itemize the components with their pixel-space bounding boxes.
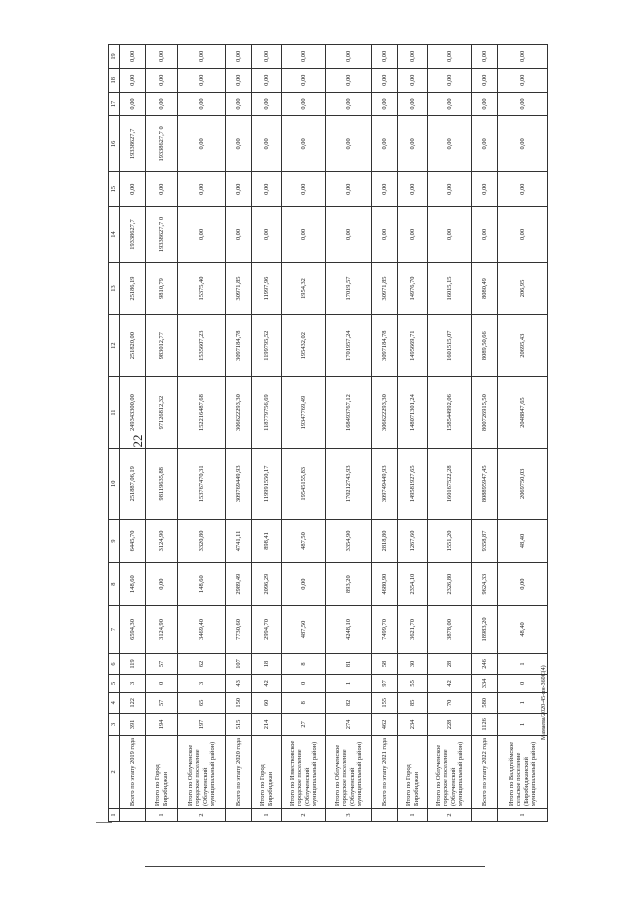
value-cell: 0,00 xyxy=(282,92,326,116)
column-header: 6 xyxy=(109,653,120,675)
value-cell: 2354,10 xyxy=(398,563,428,606)
value-cell: 28 xyxy=(428,653,472,675)
value-cell: 0 xyxy=(146,675,178,692)
value-cell: 0,00 xyxy=(146,45,178,69)
column-header: 10 xyxy=(109,448,120,519)
value-cell: 0 xyxy=(282,675,326,692)
row-number-cell: 1 xyxy=(398,809,428,822)
value-cell: 0,00 xyxy=(146,68,178,92)
value-cell: 43 xyxy=(226,675,252,692)
value-cell: 1 xyxy=(498,714,548,736)
value-cell: 0,00 xyxy=(498,206,548,262)
value-cell: 48,40 xyxy=(498,519,548,562)
value-cell: 2994,70 xyxy=(252,606,282,653)
value-cell: 3 xyxy=(178,675,226,692)
estimate-table xyxy=(108,44,548,822)
value-cell: 148,60 xyxy=(120,563,146,606)
value-cell: 2989,49 xyxy=(226,563,252,606)
value-cell: 0,00 xyxy=(428,92,472,116)
column-header: 7 xyxy=(109,606,120,653)
value-cell: 153767470,31 xyxy=(178,448,226,519)
value-cell: 1551,20 xyxy=(428,519,472,562)
value-cell: 0,00 xyxy=(282,563,326,606)
value-cell: 55 xyxy=(398,675,428,692)
value-cell: 18983,20 xyxy=(472,606,498,653)
value-cell: 0,00 xyxy=(178,68,226,92)
value-cell: 6594,30 xyxy=(120,606,146,653)
value-cell: 0,00 xyxy=(178,92,226,116)
value-cell: 14976,70 xyxy=(398,263,428,315)
value-cell: 48,40 xyxy=(498,606,548,653)
row-number-cell: 1 xyxy=(146,809,178,822)
column-header: 13 xyxy=(109,263,120,315)
value-cell: 0,00 xyxy=(398,172,428,207)
value-cell: 0,00 xyxy=(282,172,326,207)
value-cell: 0,00 xyxy=(282,206,326,262)
value-cell: 0,00 xyxy=(498,563,548,606)
rotated-table-frame xyxy=(108,44,537,822)
value-cell: 160167522,28 xyxy=(428,448,472,519)
row-number-cell xyxy=(120,809,146,822)
table-row xyxy=(398,45,428,822)
value-cell: 0,00 xyxy=(472,116,498,172)
value-cell: 0,00 xyxy=(178,116,226,172)
value-cell: 97 xyxy=(372,675,398,692)
value-cell: 1 xyxy=(326,675,372,692)
value-cell: 70 xyxy=(428,692,472,714)
value-cell: 0,00 xyxy=(472,206,498,262)
value-cell: 19347769,49 xyxy=(282,377,326,448)
value-cell: 0,00 xyxy=(498,116,548,172)
value-cell: 19338627,7 xyxy=(120,116,146,172)
value-cell: 0,00 xyxy=(398,206,428,262)
value-cell: 4680,90 xyxy=(372,563,398,606)
value-cell: 391 xyxy=(120,714,146,736)
value-cell: 306622293,30 xyxy=(372,377,398,448)
value-cell: 19338627,7 0 xyxy=(146,206,178,262)
value-cell: 0,00 xyxy=(178,45,226,69)
value-cell: 158544992,06 xyxy=(428,377,472,448)
value-cell: 515 xyxy=(226,714,252,736)
value-cell: 0,00 xyxy=(226,206,252,262)
row-name-cell: Итого по Облученское городское поселение (Облученский муниципальный район) xyxy=(326,735,372,808)
value-cell: 82 xyxy=(326,692,372,714)
value-cell: 2048847,65 xyxy=(498,377,548,448)
value-cell: 30971,85 xyxy=(372,263,398,315)
value-cell: 0,00 xyxy=(252,206,282,262)
table-row xyxy=(226,45,252,822)
value-cell: 0,00 xyxy=(120,92,146,116)
value-cell: 0,00 xyxy=(428,45,472,69)
page-number: 22 xyxy=(130,434,145,448)
value-cell: 893,20 xyxy=(326,563,372,606)
value-cell: 42 xyxy=(428,675,472,692)
value-cell: 249343300,00 xyxy=(120,377,146,448)
value-cell: 0,00 xyxy=(372,206,398,262)
column-header: 8 xyxy=(109,563,120,606)
value-cell: 118779756,69 xyxy=(252,377,282,448)
value-cell: 3878,00 xyxy=(428,606,472,653)
value-cell: 0,00 xyxy=(226,68,252,92)
row-name-cell: Итого по Город Биробиджан xyxy=(398,735,428,808)
table-row xyxy=(428,45,472,822)
value-cell: 1 xyxy=(498,653,548,675)
value-cell: 487,50 xyxy=(282,606,326,653)
value-cell: 0,00 xyxy=(372,45,398,69)
value-cell: 57 xyxy=(146,653,178,675)
value-cell: 85 xyxy=(398,692,428,714)
value-cell: 0,00 xyxy=(226,172,252,207)
value-cell: 1601515,07 xyxy=(428,314,472,377)
value-cell: 898,41 xyxy=(252,519,282,562)
value-cell: 0,00 xyxy=(398,68,428,92)
column-header: 12 xyxy=(109,314,120,377)
table-row xyxy=(282,45,326,822)
value-cell: 18 xyxy=(252,653,282,675)
value-cell: 0,00 xyxy=(498,68,548,92)
row-name-cell: Всего по этапу 2021 года xyxy=(372,735,398,808)
value-cell: 0,00 xyxy=(226,45,252,69)
row-name-cell: Итого по Известковское городское поселение (Облученский муниципальный район) xyxy=(282,735,326,808)
value-cell: 274 xyxy=(326,714,372,736)
table-row xyxy=(472,45,498,822)
value-cell: 4248,10 xyxy=(326,606,372,653)
value-cell: 149581927,65 xyxy=(398,448,428,519)
value-cell: 580 xyxy=(472,692,498,714)
table-container xyxy=(108,44,537,822)
value-cell: 0,00 xyxy=(252,92,282,116)
value-cell: 195432,02 xyxy=(282,314,326,377)
table-row xyxy=(326,45,372,822)
column-header: 19 xyxy=(109,45,120,69)
column-header: 1 xyxy=(109,809,120,822)
row-name-cell: Итого по Валдгеймское сельское поселение (Биробиджанский муниципальный район) xyxy=(498,735,548,808)
value-cell: 11997,96 xyxy=(252,263,282,315)
value-cell: 0,00 xyxy=(398,92,428,116)
value-cell: 8 xyxy=(282,692,326,714)
value-cell: 0,00 xyxy=(178,172,226,207)
value-cell: 20695,43 xyxy=(498,314,548,377)
table-row xyxy=(252,45,282,822)
value-cell: 0,00 xyxy=(472,172,498,207)
value-cell: 122 xyxy=(120,692,146,714)
column-header: 17 xyxy=(109,92,120,116)
value-cell: 3097184,78 xyxy=(226,314,252,377)
column-header: 14 xyxy=(109,206,120,262)
value-cell: 4741,11 xyxy=(226,519,252,562)
value-cell: 30 xyxy=(398,653,428,675)
value-cell: 1495669,71 xyxy=(398,314,428,377)
value-cell: 487,50 xyxy=(282,519,326,562)
value-cell: 9810,79 xyxy=(146,263,178,315)
header-row xyxy=(109,45,120,822)
value-cell: 15375,40 xyxy=(178,263,226,315)
value-cell: 2818,80 xyxy=(372,519,398,562)
value-cell: 0,00 xyxy=(498,92,548,116)
value-cell: 0,00 xyxy=(282,45,326,69)
value-cell: 148,60 xyxy=(178,563,226,606)
value-cell: 17019,57 xyxy=(326,263,372,315)
value-cell: 0,00 xyxy=(428,206,472,262)
value-cell: 148071301,24 xyxy=(398,377,428,448)
column-header: 9 xyxy=(109,519,120,562)
value-cell: 0,00 xyxy=(428,68,472,92)
value-cell: 0,00 xyxy=(326,68,372,92)
value-cell: 19545155,83 xyxy=(282,448,326,519)
column-header: 11 xyxy=(109,377,120,448)
row-name-cell: Итого по Город Биробиджан xyxy=(146,735,178,808)
value-cell: 0,00 xyxy=(428,116,472,172)
document-reference: Мамаева/2020-45-пн-360С(4) xyxy=(541,665,547,740)
value-cell: 42 xyxy=(252,675,282,692)
value-cell: 9624,33 xyxy=(472,563,498,606)
column-header: 18 xyxy=(109,68,120,92)
value-cell: 0,00 xyxy=(472,45,498,69)
value-cell: 8089,50,66 xyxy=(472,314,498,377)
row-name-cell: Итого по Облученское городское поселение (Облученский муниципальный район) xyxy=(178,735,226,808)
row-number-cell: 2 xyxy=(178,809,226,822)
value-cell: 0,00 xyxy=(226,92,252,116)
value-cell: 0,00 xyxy=(146,563,178,606)
value-cell: 983012,77 xyxy=(146,314,178,377)
value-cell: 0,00 xyxy=(472,92,498,116)
value-cell: 60 xyxy=(252,692,282,714)
value-cell: 251820,00 xyxy=(120,314,146,377)
row-name-cell: Итого по Город Биробиджан xyxy=(252,735,282,808)
value-cell: 214 xyxy=(252,714,282,736)
value-cell: 3097184,78 xyxy=(372,314,398,377)
value-cell: 9358,87 xyxy=(472,519,498,562)
value-cell: 0,00 xyxy=(326,116,372,172)
value-cell: 0,00 xyxy=(146,172,178,207)
value-cell: 98119635,88 xyxy=(146,448,178,519)
value-cell: 6445,70 xyxy=(120,519,146,562)
table-row xyxy=(146,45,178,822)
value-cell: 27 xyxy=(282,714,326,736)
value-cell: 0,00 xyxy=(472,68,498,92)
value-cell: 16015,15 xyxy=(428,263,472,315)
value-cell: 0,00 xyxy=(120,172,146,207)
row-name-cell: Всего по этапу 2020 года xyxy=(226,735,252,808)
value-cell: 58 xyxy=(372,653,398,675)
value-cell: 0,00 xyxy=(282,68,326,92)
value-cell: 19338627,7 xyxy=(120,206,146,262)
column-header: 16 xyxy=(109,116,120,172)
value-cell: 0,00 xyxy=(282,116,326,172)
value-cell: 170212743,93 xyxy=(326,448,372,519)
row-name-cell: Итого по Облученское городское поселение (Облученский муниципальный район) xyxy=(428,735,472,808)
value-cell: 3124,90 xyxy=(146,519,178,562)
value-cell: 0,00 xyxy=(428,172,472,207)
scan-mark xyxy=(96,822,112,823)
row-number-cell xyxy=(226,809,252,822)
value-cell: 1 xyxy=(498,692,548,714)
table-row xyxy=(178,45,226,822)
value-cell: 3124,90 xyxy=(146,606,178,653)
value-cell: 246 xyxy=(472,653,498,675)
value-cell: 234 xyxy=(398,714,428,736)
value-cell: 3320,80 xyxy=(178,519,226,562)
value-cell: 3469,40 xyxy=(178,606,226,653)
column-header: 2 xyxy=(109,735,120,808)
value-cell: 334 xyxy=(472,675,498,692)
value-cell: 155 xyxy=(372,692,398,714)
value-cell: 0,00 xyxy=(326,45,372,69)
value-cell: 1535607,23 xyxy=(178,314,226,377)
value-cell: 168493767,12 xyxy=(326,377,372,448)
value-cell: 1954,32 xyxy=(282,263,326,315)
column-header: 5 xyxy=(109,675,120,692)
value-cell: 8 xyxy=(282,653,326,675)
column-header: 4 xyxy=(109,692,120,714)
value-cell: 197 xyxy=(178,714,226,736)
value-cell: 25186,19 xyxy=(120,263,146,315)
row-name-cell: Всего по этапу 2022 года xyxy=(472,735,498,808)
value-cell: 3 xyxy=(120,675,146,692)
value-cell: 0,00 xyxy=(398,116,428,172)
row-number-cell xyxy=(372,809,398,822)
value-cell: 0,00 xyxy=(372,172,398,207)
value-cell: 0,00 xyxy=(326,92,372,116)
value-cell: 0,00 xyxy=(372,92,398,116)
column-header: 3 xyxy=(109,714,120,736)
value-cell: 3621,70 xyxy=(398,606,428,653)
value-cell: 194 xyxy=(146,714,178,736)
value-cell: 19338627,7 0 xyxy=(146,116,178,172)
value-cell: 0,00 xyxy=(372,116,398,172)
value-cell: 808895947,45 xyxy=(472,448,498,519)
value-cell: 228 xyxy=(428,714,472,736)
value-cell: 7730,60 xyxy=(226,606,252,653)
bottom-rule xyxy=(145,866,485,867)
value-cell: 462 xyxy=(372,714,398,736)
value-cell: 0,00 xyxy=(326,206,372,262)
column-header: 15 xyxy=(109,172,120,207)
value-cell: 0,00 xyxy=(252,68,282,92)
value-cell: 2326,80 xyxy=(428,563,472,606)
row-number-cell: 3 xyxy=(326,809,372,822)
value-cell: 206,95 xyxy=(498,263,548,315)
value-cell: 0 xyxy=(498,675,548,692)
value-cell: 30971,85 xyxy=(226,263,252,315)
value-cell: 1267,60 xyxy=(398,519,428,562)
row-number-cell xyxy=(472,809,498,822)
value-cell: 309769449,93 xyxy=(226,448,252,519)
value-cell: 152216487,68 xyxy=(178,377,226,448)
row-number-cell: 2 xyxy=(428,809,472,822)
value-cell: 1199795,52 xyxy=(252,314,282,377)
value-cell: 0,00 xyxy=(120,45,146,69)
value-cell: 107 xyxy=(226,653,252,675)
value-cell: 3354,90 xyxy=(326,519,372,562)
value-cell: 8080,49 xyxy=(472,263,498,315)
value-cell: 0,00 xyxy=(326,172,372,207)
row-number-cell: 2 xyxy=(282,809,326,822)
value-cell: 0,00 xyxy=(498,172,548,207)
value-cell: 0,00 xyxy=(252,172,282,207)
value-cell: 251887,06,19 xyxy=(120,448,146,519)
value-cell: 1126 xyxy=(472,714,498,736)
value-cell: 97126812,32 xyxy=(146,377,178,448)
table-row xyxy=(120,45,146,822)
value-cell: 57 xyxy=(146,692,178,714)
value-cell: 0,00 xyxy=(398,45,428,69)
value-cell: 119 xyxy=(120,653,146,675)
value-cell: 2096,29 xyxy=(252,563,282,606)
value-cell: 0,00 xyxy=(226,116,252,172)
row-number-cell: 1 xyxy=(498,809,548,822)
value-cell: 0,00 xyxy=(498,45,548,69)
value-cell: 800726915,50 xyxy=(472,377,498,448)
value-cell: 81 xyxy=(326,653,372,675)
value-cell: 7499,70 xyxy=(372,606,398,653)
value-cell: 0,00 xyxy=(252,45,282,69)
value-cell: 150 xyxy=(226,692,252,714)
value-cell: 0,00 xyxy=(120,68,146,92)
value-cell: 0,00 xyxy=(146,92,178,116)
value-cell: 309749449,93 xyxy=(372,448,398,519)
value-cell: 0,00 xyxy=(372,68,398,92)
row-number-cell: 1 xyxy=(252,809,282,822)
value-cell: 2069750,03 xyxy=(498,448,548,519)
value-cell: 62 xyxy=(178,653,226,675)
value-cell: 1701957,24 xyxy=(326,314,372,377)
value-cell: 0,00 xyxy=(178,206,226,262)
value-cell: 306622293,30 xyxy=(226,377,252,448)
value-cell: 65 xyxy=(178,692,226,714)
table-row xyxy=(372,45,398,822)
value-cell: 119991550,17 xyxy=(252,448,282,519)
value-cell: 0,00 xyxy=(252,116,282,172)
row-name-cell: Всего по этапу 2019 года xyxy=(120,735,146,808)
